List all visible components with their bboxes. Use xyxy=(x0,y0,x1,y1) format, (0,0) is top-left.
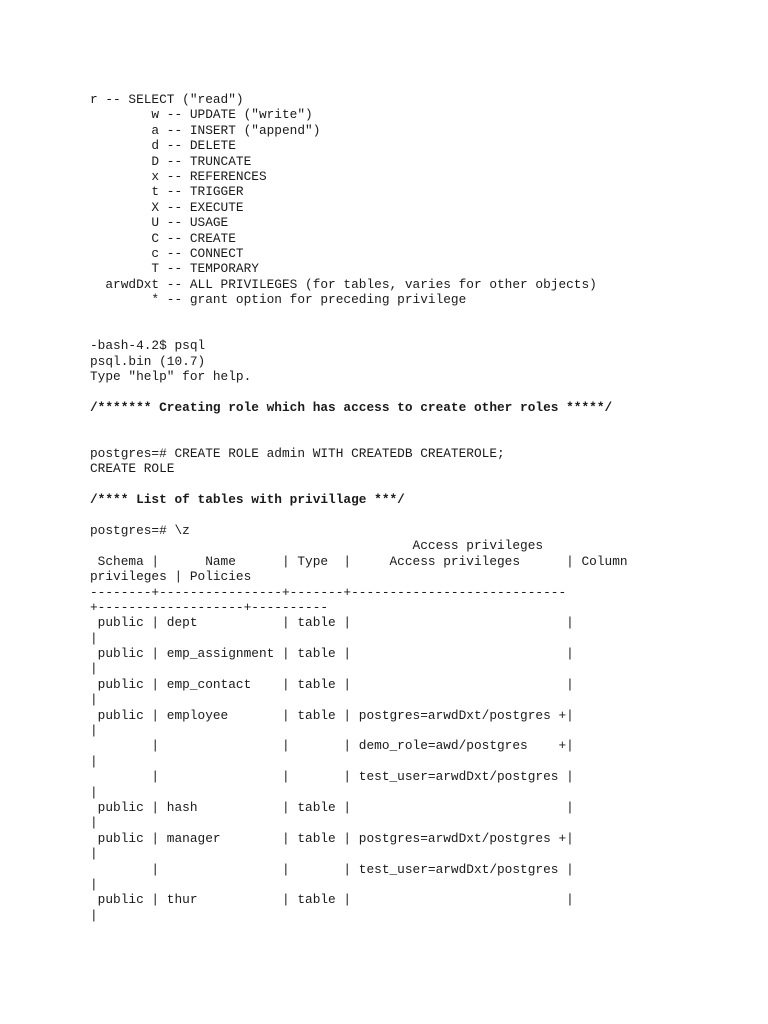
table-row: | xyxy=(90,784,98,800)
table-caption: Access privileges xyxy=(90,538,544,554)
table-row: public | thur | table | | xyxy=(90,892,574,908)
table-row: | xyxy=(90,876,98,892)
legend-line: w -- UPDATE ("write") xyxy=(90,107,313,123)
comment-create-role: /******* Creating role which has access to create other roles *****/ xyxy=(90,399,613,415)
create-role-block xyxy=(90,446,760,477)
shell-prompt-line: -bash-4.2$ psql xyxy=(90,338,206,354)
table-row: public | dept | table | | xyxy=(90,615,574,631)
comment-tables: /**** List of tables with privillage ***/ xyxy=(90,492,405,508)
create-role-command: postgres=# CREATE ROLE admin WITH CREATEDB CREATEROLE; xyxy=(90,445,505,461)
legend-line: r -- SELECT ("read") xyxy=(90,92,244,107)
legend-line: T -- TEMPORARY xyxy=(90,261,259,277)
legend-line: D -- TRUNCATE xyxy=(90,153,252,169)
legend-line: d -- DELETE xyxy=(90,138,236,154)
table-row: | | | test_user=arwdDxt/postgres | xyxy=(90,769,574,785)
table-row: | xyxy=(90,815,98,831)
legend-line: X -- EXECUTE xyxy=(90,199,244,215)
table-row: | xyxy=(90,846,98,862)
legend-line: c -- CONNECT xyxy=(90,245,244,261)
table-row: public | emp_contact | table | | xyxy=(90,676,574,692)
table-row: public | employee | table | postgres=arwdDxt/postgres +| xyxy=(90,707,574,723)
legend-line: arwdDxt -- ALL PRIVILEGES (for tables, varies for other objects) xyxy=(90,276,597,292)
legend-line: a -- INSERT ("append") xyxy=(90,122,321,138)
table-row: | xyxy=(90,630,98,646)
z-command: postgres=# \z xyxy=(90,522,190,538)
legend-line: t -- TRIGGER xyxy=(90,184,244,200)
legend-line: C -- CREATE xyxy=(90,230,236,246)
table-separator: --------+----------------+-------+---------------------------- xyxy=(90,584,567,600)
legend-line: * -- grant option for preceding privilege xyxy=(90,292,467,308)
privileges-table-output xyxy=(90,538,760,923)
table-row: | | | test_user=arwdDxt/postgres | xyxy=(90,861,574,877)
table-row: | xyxy=(90,692,98,708)
psql-version-line: psql.bin (10.7) xyxy=(90,353,206,369)
help-hint-line: Type "help" for help. xyxy=(90,369,252,385)
privilege-legend xyxy=(90,92,760,307)
table-header: Schema | Name | Type | Access privileges | Column xyxy=(90,553,628,569)
table-row: | xyxy=(90,907,98,923)
table-row: | xyxy=(90,753,98,769)
legend-line: U -- USAGE xyxy=(90,215,229,231)
table-row: | | | demo_role=awd/postgres +| xyxy=(90,738,574,754)
session-start xyxy=(90,338,760,384)
table-separator: +-------------------+---------- xyxy=(90,599,329,615)
terminal-transcript xyxy=(90,92,760,923)
table-row: | xyxy=(90,723,98,739)
table-header: privileges | Policies xyxy=(90,569,252,585)
table-row: public | emp_assignment | table | | xyxy=(90,646,574,662)
create-role-result: CREATE ROLE xyxy=(90,461,175,477)
legend-line: x -- REFERENCES xyxy=(90,168,267,184)
table-row: | xyxy=(90,661,98,677)
table-row: public | manager | table | postgres=arwdDxt/postgres +| xyxy=(90,830,574,846)
table-row: public | hash | table | | xyxy=(90,799,574,815)
